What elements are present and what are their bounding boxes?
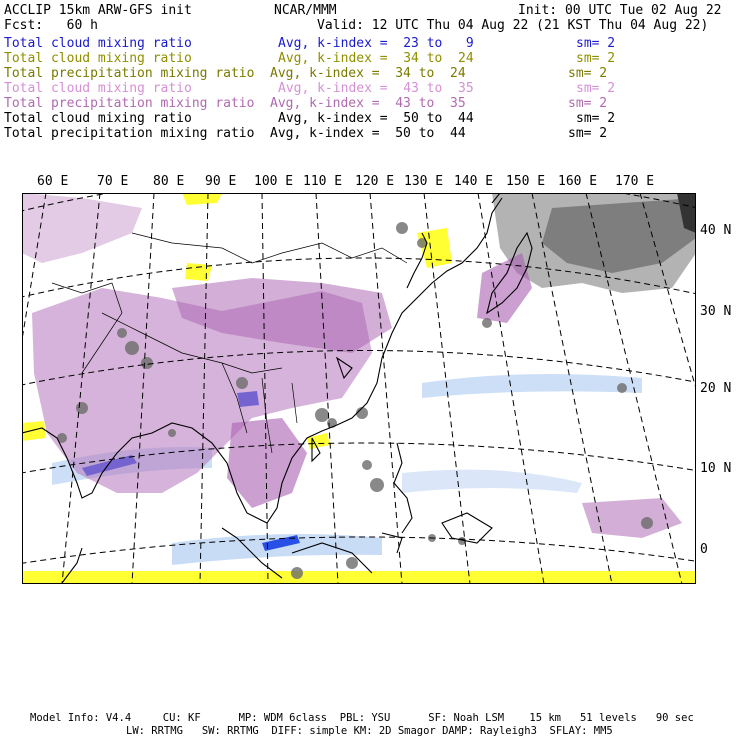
lon-label-100: 100 E [254,174,294,189]
latitude-labels [698,193,738,584]
footer-model-info-line2: LW: RRTMG SW: RRTMG DIFF: simple KM: 2D Smagor DAMP: Rayleigh3 SFLAY: MM5 [126,725,613,737]
lon-label-170: 170 E [615,174,655,189]
field-avg-6: Avg, k-index = 50 to 44 [278,111,474,126]
field-name-6: Total cloud mixing ratio [4,111,192,126]
field-avg-3: Avg, k-index = 34 to 24 [270,66,466,81]
forecast-hour: Fcst: 60 h [4,18,98,33]
lon-label-110: 110 E [303,174,343,189]
field-name-4: Total cloud mixing ratio [4,81,192,96]
field-sm-3: sm= 2 [568,66,608,81]
field-sm-5: sm= 2 [568,96,608,111]
field-sm-1: sm= 2 [576,36,616,51]
field-sm-2: sm= 2 [576,51,616,66]
lon-label-90: 90 E [205,174,237,189]
field-avg-1: Avg, k-index = 23 to 9 [278,36,474,51]
plot-title: ACCLIP 15km ARW-GFS init [4,3,192,18]
lat-label-30n: 30 N [700,304,732,319]
lon-label-60: 60 E [37,174,69,189]
field-name-2: Total cloud mixing ratio [4,51,192,66]
field-name-3: Total precipitation mixing ratio [4,66,255,81]
lat-label-0: 0 [700,542,708,557]
field-sm-7: sm= 2 [568,126,608,141]
field-sm-6: sm= 2 [576,111,616,126]
lat-label-10n: 10 N [700,461,732,476]
longitude-labels [0,171,740,191]
field-avg-7: Avg, k-index = 50 to 44 [270,126,466,141]
lat-label-20n: 20 N [700,381,732,396]
lon-label-160: 160 E [558,174,598,189]
lon-label-70: 70 E [97,174,129,189]
footer-model-info-line1: Model Info: V4.4 CU: KF MP: WDM 6class PBL: YSU SF: Noah LSM 15 km 51 levels 90 sec [30,712,694,724]
field-avg-4: Avg, k-index = 43 to 35 [278,81,474,96]
field-avg-5: Avg, k-index = 43 to 35 [270,96,466,111]
lon-label-150: 150 E [506,174,546,189]
init-time: Init: 00 UTC Tue 02 Aug 22 [518,3,722,18]
map-panel [22,193,696,584]
lat-label-40n: 40 N [700,223,732,238]
lon-label-130: 130 E [404,174,444,189]
lon-label-120: 120 E [355,174,395,189]
yellow-patch-4 [22,421,46,441]
valid-time: Valid: 12 UTC Thu 04 Aug 22 (21 KST Thu 04 Aug 22) [317,18,709,33]
field-name-5: Total precipitation mixing ratio [4,96,255,111]
field-name-7: Total precipitation mixing ratio [4,126,255,141]
field-sm-4: sm= 2 [576,81,616,96]
field-avg-2: Avg, k-index = 34 to 24 [278,51,474,66]
lon-label-80: 80 E [153,174,185,189]
lon-label-140: 140 E [454,174,494,189]
model-center: NCAR/MMM [274,3,337,18]
field-name-1: Total cloud mixing ratio [4,36,192,51]
yellow-patch-1 [22,571,696,584]
